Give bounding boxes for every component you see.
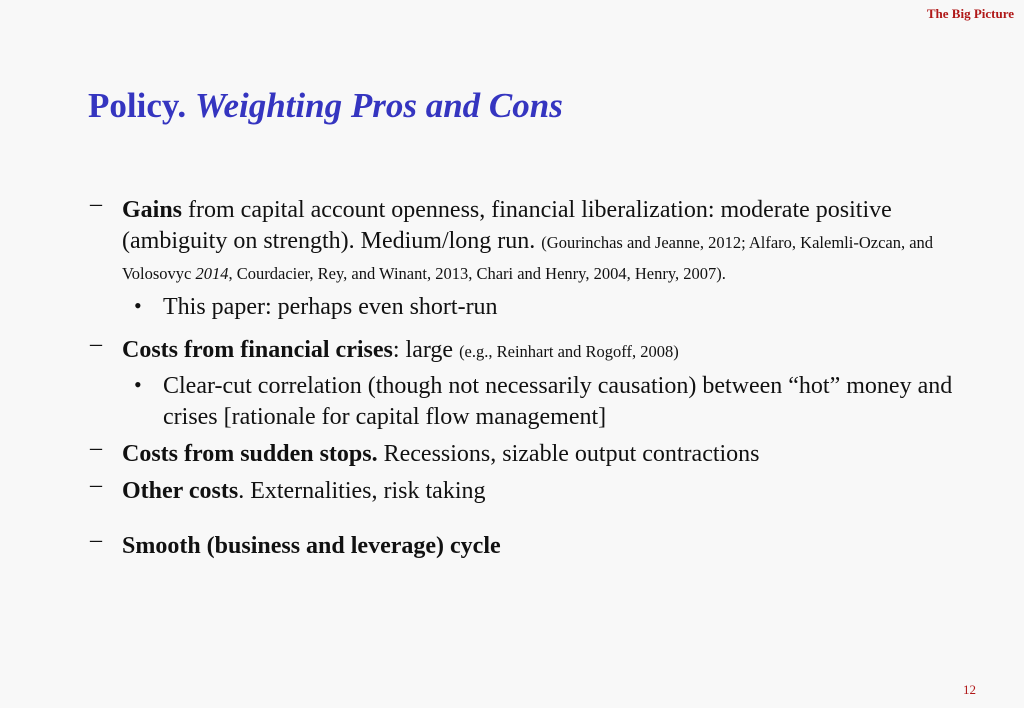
bullet-crises-bold: Costs from financial crises	[122, 337, 393, 363]
bullet-dot: •	[134, 293, 142, 318]
bullet-crises	[88, 331, 978, 366]
bullet-sudden-stops-bold: Costs from sudden stops.	[122, 441, 378, 467]
bullet-smooth-cycle-bold: Smooth (business and leverage) cycle	[122, 533, 501, 559]
citation-part: (Gourinchas and Jeanne, 2012; Alfaro, Kalemli-Ozcan, and Volosovyc	[122, 233, 934, 283]
citation-year: 2014	[195, 264, 229, 283]
bullet-gains-text: from capital account openness, financial liberalization: moderate positive (ambiguity on strength). Medium/long run.	[122, 197, 892, 254]
bullet-crises-text: : large	[392, 337, 460, 363]
bullet-gains	[88, 191, 978, 288]
dash-marker: –	[90, 191, 102, 217]
section-header: The Big Picture	[926, 6, 1014, 21]
bullet-sudden-stops-text: Recessions, sizable output contractions	[377, 441, 760, 467]
bullet-other-costs-text: . Externalities, risk taking	[238, 478, 486, 504]
dash-marker: –	[90, 472, 102, 498]
bullet-gains-bold: Gains	[122, 197, 183, 223]
title-lead: Policy.	[88, 86, 187, 125]
bullet-crises-citation: (e.g., Reinhart and Rogoff, 2008)	[459, 342, 679, 361]
dash-marker: –	[90, 527, 102, 553]
sub-bullet-text: Clear-cut correlation (though not necessarily causation) between “hot” money and crises [rationale for capital flow management]	[163, 373, 953, 430]
dash-marker: –	[90, 331, 102, 357]
sub-bullet-correlation	[88, 371, 978, 433]
slide-content	[88, 191, 978, 562]
sub-bullet-text: This paper: perhaps even short-run	[163, 294, 498, 320]
sub-bullet-short-run	[88, 292, 978, 323]
slide-title	[88, 86, 563, 126]
citation-part: , Courdacier, Rey, and Winant, 2013, Chari and Henry, 2004, Henry, 2007).	[228, 264, 726, 283]
bullet-sudden-stops	[88, 435, 978, 470]
bullet-dot: •	[134, 372, 142, 397]
page-number: 12	[963, 682, 976, 697]
bullet-smooth-cycle	[88, 527, 978, 562]
dash-marker: –	[90, 435, 102, 461]
title-rest: Weighting Pros and Cons	[194, 86, 563, 125]
bullet-other-costs-bold: Other costs	[122, 478, 239, 504]
bullet-other-costs	[88, 472, 978, 507]
